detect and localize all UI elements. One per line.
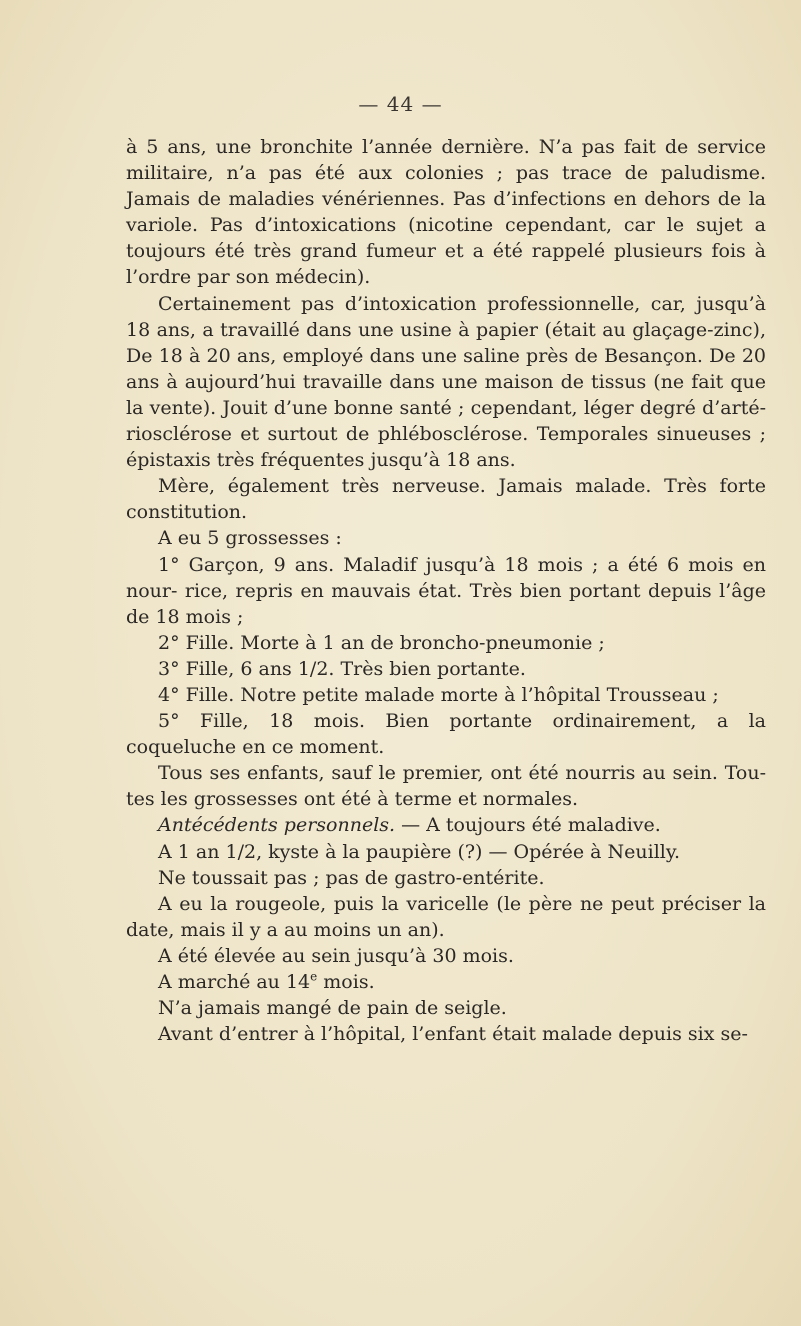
- paragraph-occupational-history: Certainement pas d’intoxication professionnelle, car, jusqu’à 18 ans, a travaillé dans une usine à papier (était au glaçage-zinc), De 18 à 20 ans, employé dans une saline près de Besançon. De 20 ans à aujourd’hui travaille dans une maison de tissus (ne fait que la vente). Jouit d’une bonne santé ; cependant, léger degré d’arté- riosclérose et surtout de phlébosclérose. Temporales sinueuses ; épistaxis très fréquentes jusqu’à 18 ans.: [126, 292, 766, 472]
- walking-text-end: mois.: [317, 971, 375, 993]
- list-item-child-5: 5° Fille, 18 mois. Bien portante ordinairement, a la coqueluche en ce moment.: [126, 710, 766, 759]
- list-item-child-3: 3° Fille, 6 ans 1/2. Très bien portante.: [158, 657, 526, 680]
- body-text: [126, 134, 766, 1047]
- paragraph-mother: Mère, également très nerveuse. Jamais malade. Très forte constitution.: [126, 475, 766, 524]
- page-number: — 44 —: [358, 92, 443, 116]
- paragraph-personal-history: [126, 812, 766, 838]
- paragraph-measles: A eu la rougeole, puis la varicelle (le père ne peut préciser la date, mais il y a au moins un an).: [126, 892, 766, 941]
- paragraph-continuation: à 5 ans, une bronchite l’année dernière. N’a pas fait de service militaire, n’a pas été aux colonies ; pas trace de paludisme. Jamais de maladies vénériennes. Pas d’infections en dehors de la variole. Pas d’intoxications (nicotine cependant, car le sujet a toujours été très grand fumeur et a été rappelé plusieurs fois à l’ordre par son médecin).: [126, 136, 766, 289]
- section-heading: Antécédents personnels.: [158, 814, 396, 837]
- section-heading-text: — A toujours été maladive.: [395, 814, 661, 837]
- paragraph-rye-bread: N’a jamais mangé de pain de seigle.: [158, 997, 507, 1020]
- paragraph-before-hospital: Avant d’entrer à l’hôpital, l’enfant était malade depuis six se-: [158, 1023, 748, 1046]
- list-item-child-1: 1° Garçon, 9 ans. Maladif jusqu’à 18 mois ; a été 6 mois en nour- rice, repris en mauvais état. Très bien portant depuis l’âge de 18 mois ;: [126, 553, 766, 628]
- paragraph-cyst: A 1 an 1/2, kyste à la paupière (?) — Opérée à Neuilly.: [158, 840, 681, 863]
- walking-text: A marché au 14: [158, 971, 311, 993]
- paragraph-walking: [126, 969, 766, 995]
- paragraph-cough: Ne toussait pas ; pas de gastro-entérite.: [158, 866, 545, 889]
- list-item-child-4: 4° Fille. Notre petite malade morte à l’hôpital Trousseau ;: [158, 683, 719, 706]
- paragraph-breastfeeding: Tous ses enfants, sauf le premier, ont été nourris au sein. Tou- tes les grossesses ont été à terme et normales.: [126, 762, 766, 811]
- paragraph-pregnancies-intro: A eu 5 grossesses :: [158, 527, 342, 550]
- paragraph-nursing: A été élevée au sein jusqu’à 30 mois.: [158, 944, 514, 967]
- ordinal-superscript: e: [310, 969, 318, 984]
- list-item-child-2: 2° Fille. Morte à 1 an de broncho-pneumonie ;: [158, 631, 605, 654]
